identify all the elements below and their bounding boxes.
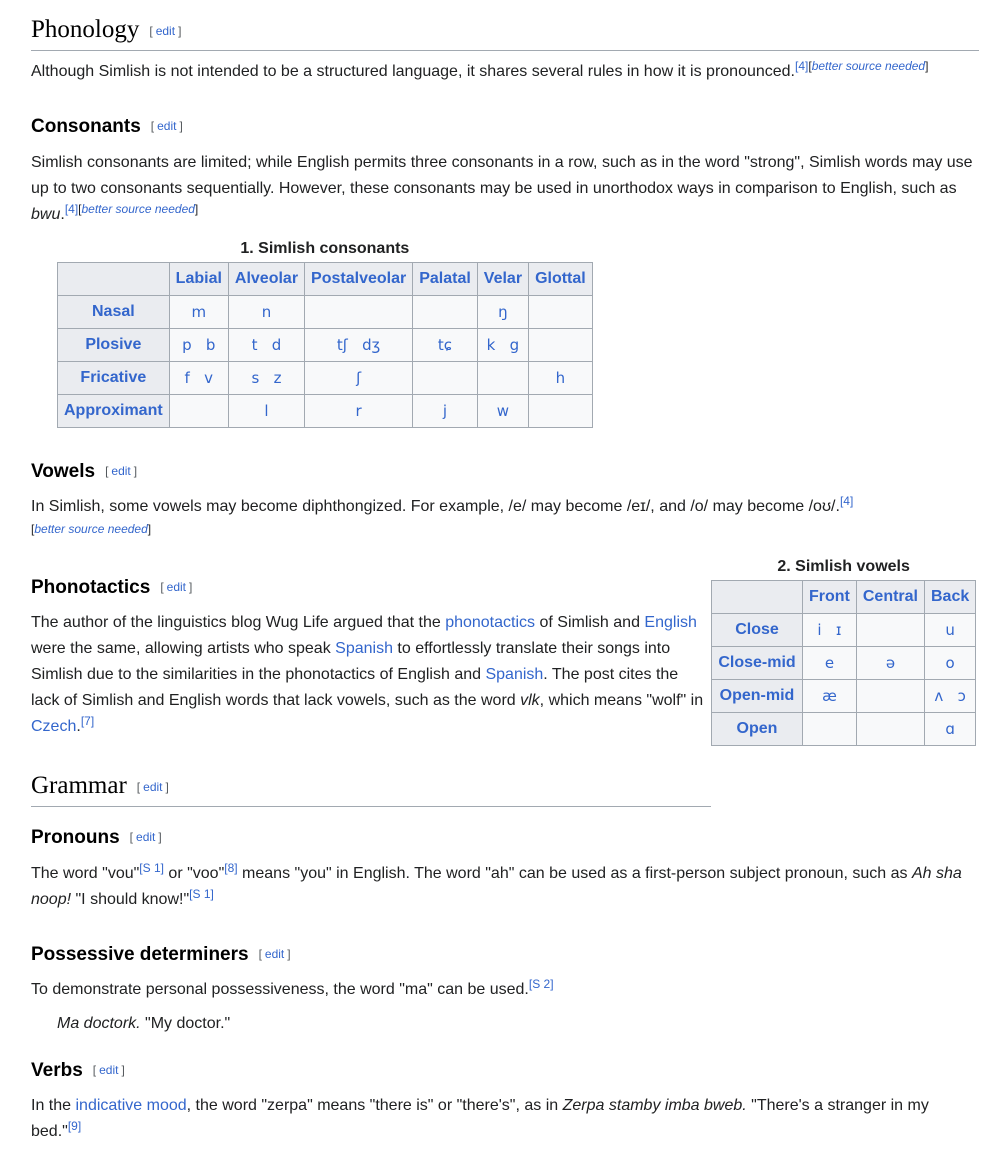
section-divider: [31, 806, 711, 807]
edit-link[interactable]: [ edit ]: [105, 464, 138, 478]
better-source-needed-link[interactable]: better source needed: [811, 59, 926, 73]
section-heading-pronouns: Pronouns [ edit ]: [31, 827, 162, 848]
row-header[interactable]: Approximant: [58, 395, 170, 428]
row-header[interactable]: Close: [712, 614, 803, 647]
phoneme-cell: [529, 296, 593, 329]
link-phonotactics[interactable]: phonotactics: [445, 614, 536, 631]
row-header[interactable]: Nasal: [58, 296, 170, 329]
section-heading-phonology: Phonology [ edit ]: [31, 16, 182, 43]
link-spanish-2[interactable]: Spanish: [485, 666, 544, 683]
column-header[interactable]: Glottal: [529, 263, 593, 296]
phoneme-cell: [305, 296, 413, 329]
edit-link[interactable]: [ edit ]: [258, 947, 291, 961]
possessive-example: Ma doctork. "My doctor.": [57, 1015, 231, 1032]
phoneme-cell[interactable]: r: [305, 395, 413, 428]
phoneme-cell: [856, 713, 924, 746]
phoneme-cell: [803, 713, 857, 746]
table-row: [58, 362, 593, 395]
phoneme-cell: [169, 395, 228, 428]
column-header[interactable]: Velar: [477, 263, 528, 296]
section-heading-grammar: Grammar [ edit ]: [31, 772, 169, 799]
phoneme-cell[interactable]: j: [413, 395, 478, 428]
phoneme-cell[interactable]: t d: [228, 329, 304, 362]
edit-link[interactable]: [ edit ]: [149, 24, 182, 38]
phoneme-cell[interactable]: ʃ: [305, 362, 413, 395]
section-heading-vowels: Vowels [ edit ]: [31, 461, 138, 482]
phoneme-cell[interactable]: ɑ: [925, 713, 976, 746]
column-header[interactable]: Back: [925, 581, 976, 614]
table-row: [712, 614, 976, 647]
phoneme-cell[interactable]: u: [925, 614, 976, 647]
table-caption: 2. Simlish vowels: [777, 558, 910, 575]
phoneme-cell: [856, 614, 924, 647]
table-row: [712, 713, 976, 746]
phoneme-cell[interactable]: m: [169, 296, 228, 329]
phoneme-cell[interactable]: s z: [228, 362, 304, 395]
vowels-note: [better source needed]: [31, 522, 152, 536]
phonotactics-paragraph: The author of the linguistics blog Wug Life argued that the phonotactics of Simlish and English were the same, allowing artists who speak Spanish to effortlessly translate their songs into Simlish due to the similarities in the phonotactics of English and Spanish. The post cites the lack of Simlish and English words that lack vowels, such as the word vlk, which means "wolf" in Czech.[7]: [31, 614, 704, 735]
verbs-paragraph: In the indicative mood, the word "zerpa" means "there is" or "there's", as in Zerpa stamby imba bweb. "There's a stranger in my bed."[9]: [31, 1097, 929, 1140]
link-spanish[interactable]: Spanish: [335, 640, 393, 657]
table-row: [712, 647, 976, 680]
phoneme-cell[interactable]: i ɪ: [803, 614, 857, 647]
phoneme-cell[interactable]: f v: [169, 362, 228, 395]
section-heading-verbs: Verbs [ edit ]: [31, 1060, 125, 1081]
table-row: [58, 296, 593, 329]
section-divider: [31, 50, 979, 51]
section-heading-consonants: Consonants [ edit ]: [31, 116, 183, 137]
phoneme-cell[interactable]: n: [228, 296, 304, 329]
citation-link[interactable]: [8]: [224, 861, 238, 875]
edit-link[interactable]: [ edit ]: [129, 830, 162, 844]
row-header[interactable]: Close-mid: [712, 647, 803, 680]
phoneme-cell[interactable]: k g: [477, 329, 528, 362]
citation-link[interactable]: [S 1]: [189, 887, 214, 901]
phoneme-cell[interactable]: ŋ: [477, 296, 528, 329]
column-header[interactable]: Central: [856, 581, 924, 614]
column-header[interactable]: Palatal: [413, 263, 478, 296]
table-caption: 1. Simlish consonants: [240, 240, 410, 257]
phoneme-cell: [529, 329, 593, 362]
link-indicative-mood[interactable]: indicative mood: [75, 1097, 187, 1114]
pronouns-paragraph: The word "vou"[S 1] or "voo"[8] means "you" in English. The word "ah" can be used as a first-person subject pronoun, such as Ah sha noop! "I should know!"[S 1]: [31, 861, 962, 908]
phoneme-cell[interactable]: l: [228, 395, 304, 428]
row-header[interactable]: Open-mid: [712, 680, 803, 713]
vowels-table: [711, 558, 976, 746]
phoneme-cell: [413, 362, 478, 395]
edit-link[interactable]: [ edit ]: [136, 780, 169, 794]
phoneme-cell[interactable]: tʃ dʒ: [305, 329, 413, 362]
phoneme-cell[interactable]: p b: [169, 329, 228, 362]
vowels-paragraph: In Simlish, some vowels may become diphthongized. For example, /e/ may become /eɪ/, and /o/ may become /oʊ/.[4]: [31, 494, 854, 515]
section-heading-possessive-determiners: Possessive determiners [ edit ]: [31, 944, 291, 965]
phoneme-cell[interactable]: ʌ ɔ: [925, 680, 976, 713]
link-czech[interactable]: Czech: [31, 718, 77, 735]
phoneme-cell: [477, 362, 528, 395]
row-header[interactable]: Plosive: [58, 329, 170, 362]
phoneme-cell: [413, 296, 478, 329]
column-header[interactable]: Alveolar: [228, 263, 304, 296]
edit-link[interactable]: [ edit ]: [92, 1063, 125, 1077]
edit-link[interactable]: [ edit ]: [160, 580, 193, 594]
table-corner: [58, 263, 170, 296]
table-row: [58, 329, 593, 362]
table-row: [712, 680, 976, 713]
consonants-paragraph: Simlish consonants are limited; while English permits three consonants in a row, such as in the word "strong", Simlish words may use up to two consonants sequentially. However, these consonants may be used in unorthodox ways in comparison to English, such as bwu.[4][better source needed]: [31, 154, 973, 223]
phoneme-cell[interactable]: h: [529, 362, 593, 395]
column-header[interactable]: Labial: [169, 263, 228, 296]
consonants-table: [57, 240, 593, 428]
citation-link[interactable]: [4]: [64, 202, 79, 216]
citation-link[interactable]: [4]: [795, 59, 809, 73]
phoneme-cell[interactable]: o: [925, 647, 976, 680]
possessive-paragraph: To demonstrate personal possessiveness, the word "ma" can be used.[S 2]: [31, 977, 554, 998]
phoneme-cell[interactable]: æ: [803, 680, 857, 713]
table-row: [58, 395, 593, 428]
table-corner: [712, 581, 803, 614]
citation-link[interactable]: [4]: [839, 494, 854, 508]
row-header[interactable]: Open: [712, 713, 803, 746]
citation-link[interactable]: [S 1]: [139, 861, 164, 875]
citation-link[interactable]: [S 2]: [528, 977, 554, 991]
phoneme-cell[interactable]: tɕ: [413, 329, 478, 362]
column-header[interactable]: Postalveolar: [305, 263, 413, 296]
citation-link[interactable]: [7]: [80, 714, 95, 728]
phoneme-cell[interactable]: e: [803, 647, 857, 680]
phoneme-cell[interactable]: w: [477, 395, 528, 428]
phoneme-cell[interactable]: ə: [856, 647, 924, 680]
edit-link[interactable]: [ edit ]: [150, 119, 183, 133]
citation-link[interactable]: [9]: [67, 1119, 82, 1133]
better-source-needed-link[interactable]: better source needed: [81, 202, 195, 216]
phonology-intro: Although Simlish is not intended to be a structured language, it shares several rules in how it is pronounced.[4][better source needed]: [31, 59, 929, 80]
row-header[interactable]: Fricative: [58, 362, 170, 395]
better-source-needed-link[interactable]: better source needed: [34, 522, 148, 536]
section-heading-phonotactics: Phonotactics [ edit ]: [31, 577, 193, 598]
phoneme-cell: [529, 395, 593, 428]
phoneme-cell: [856, 680, 924, 713]
column-header[interactable]: Front: [803, 581, 857, 614]
link-english[interactable]: English: [644, 614, 697, 631]
